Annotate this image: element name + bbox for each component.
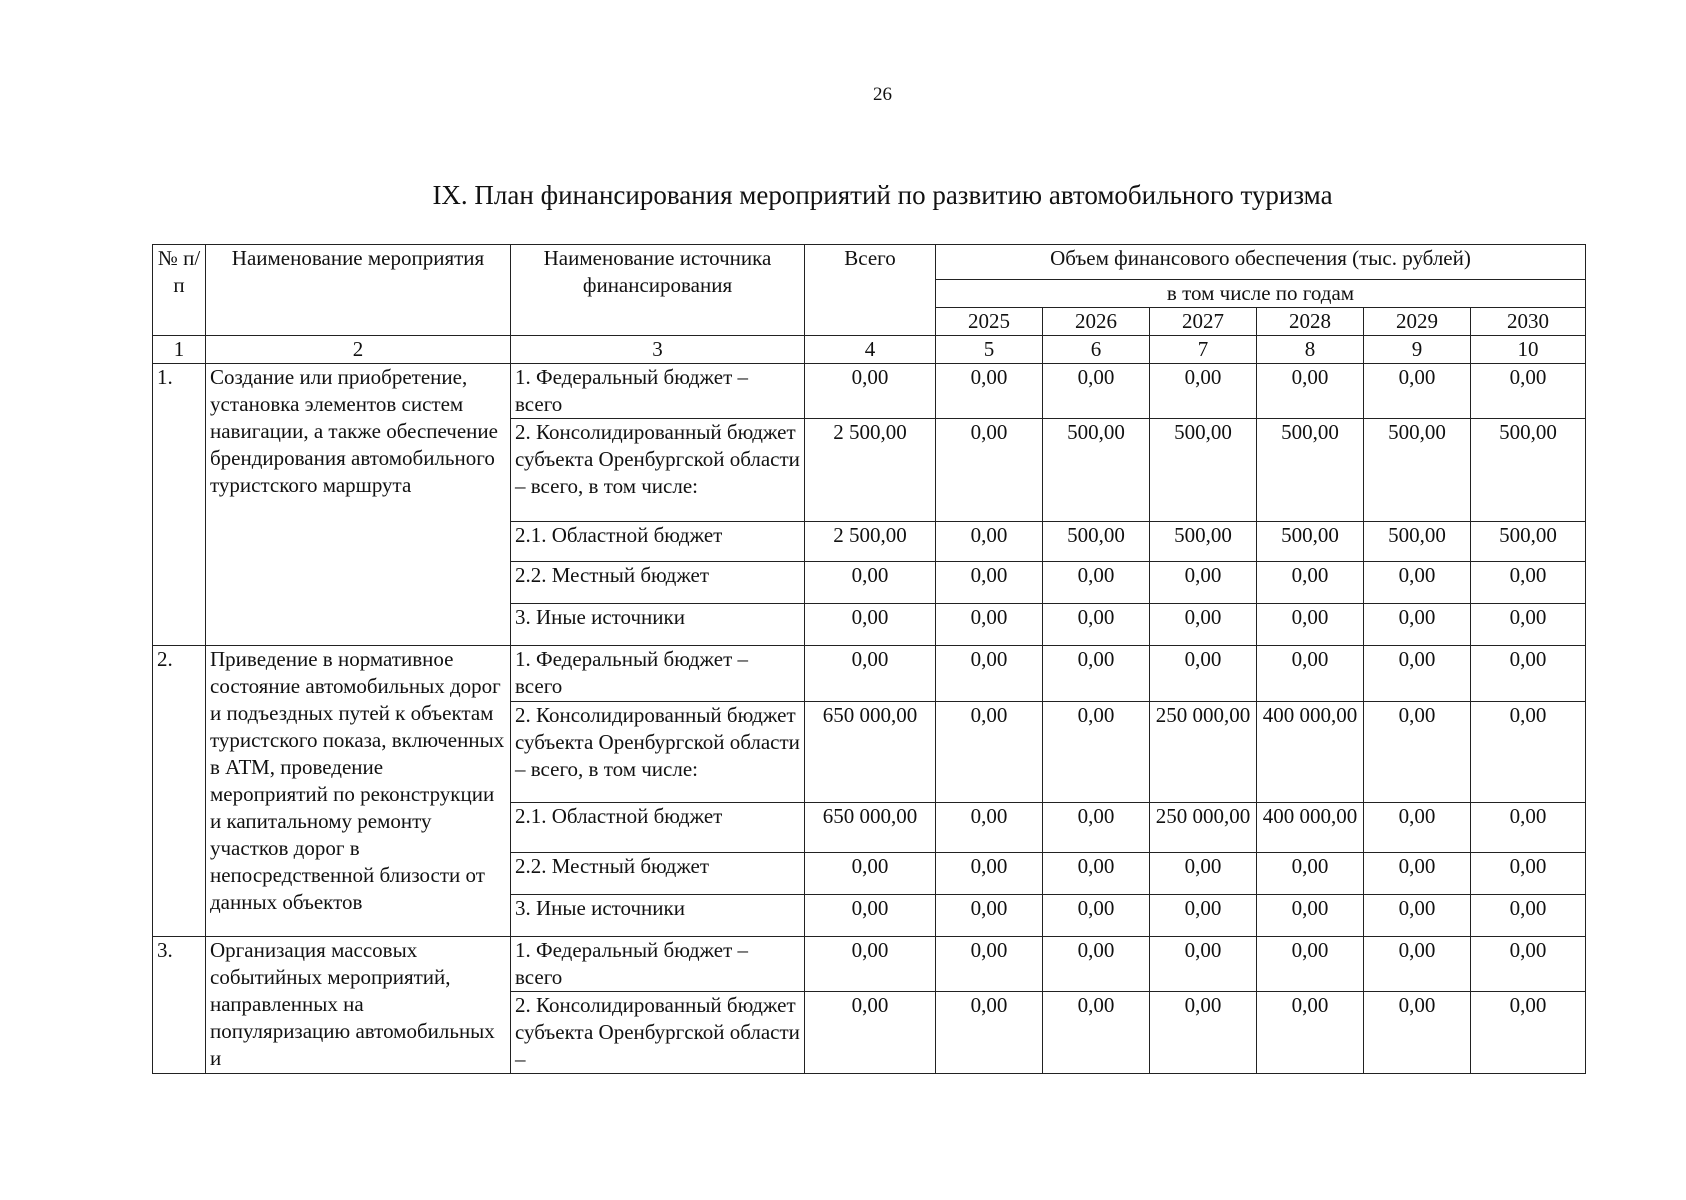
funding-source: 1. Федеральный бюджет – всего (511, 646, 805, 702)
total-value: 0,00 (805, 992, 936, 1074)
year-value: 0,00 (1150, 895, 1257, 937)
column-number: 8 (1257, 336, 1364, 364)
year-value: 500,00 (1471, 419, 1586, 522)
year-value: 0,00 (1150, 562, 1257, 604)
funding-source: 2.1. Областной бюджет (511, 522, 805, 562)
year-value: 0,00 (1257, 604, 1364, 646)
total-value: 2 500,00 (805, 419, 936, 522)
year-value: 0,00 (1257, 646, 1364, 702)
year-value: 0,00 (1471, 937, 1586, 992)
total-value: 0,00 (805, 853, 936, 895)
total-value: 0,00 (805, 937, 936, 992)
year-value: 0,00 (1257, 895, 1364, 937)
year-value: 500,00 (1043, 522, 1150, 562)
year-value: 0,00 (936, 604, 1043, 646)
year-value: 0,00 (1471, 992, 1586, 1074)
year-value: 0,00 (936, 646, 1043, 702)
column-number: 6 (1043, 336, 1150, 364)
header-year: 2030 (1471, 308, 1586, 336)
column-numbers-row (153, 336, 1586, 364)
year-value: 0,00 (1364, 364, 1471, 419)
year-value: 500,00 (1471, 522, 1586, 562)
year-value: 0,00 (1364, 646, 1471, 702)
total-value: 0,00 (805, 604, 936, 646)
header-year: 2026 (1043, 308, 1150, 336)
year-value: 500,00 (1150, 419, 1257, 522)
year-value: 0,00 (1043, 604, 1150, 646)
year-value: 0,00 (1043, 937, 1150, 992)
table-body (153, 364, 1586, 1074)
year-value: 0,00 (1043, 562, 1150, 604)
year-value: 0,00 (1257, 853, 1364, 895)
year-value: 0,00 (1043, 803, 1150, 853)
column-number: 5 (936, 336, 1043, 364)
year-value: 0,00 (1150, 364, 1257, 419)
year-value: 0,00 (1150, 992, 1257, 1074)
year-value: 0,00 (1043, 702, 1150, 803)
row-number: 2. (153, 646, 206, 937)
funding-source: 1. Федеральный бюджет – всего (511, 364, 805, 419)
year-value: 0,00 (1471, 364, 1586, 419)
year-value: 0,00 (1150, 646, 1257, 702)
total-value: 650 000,00 (805, 803, 936, 853)
year-value: 500,00 (1150, 522, 1257, 562)
header-total: Всего (805, 245, 936, 336)
year-value: 0,00 (1364, 803, 1471, 853)
year-value: 0,00 (1150, 604, 1257, 646)
year-value: 0,00 (1257, 992, 1364, 1074)
header-year: 2027 (1150, 308, 1257, 336)
year-value: 0,00 (1364, 937, 1471, 992)
column-number: 4 (805, 336, 936, 364)
funding-source: 2.2. Местный бюджет (511, 562, 805, 604)
year-value: 0,00 (1043, 853, 1150, 895)
header-volume: Объем финансового обеспечения (тыс. рублей) (936, 245, 1586, 280)
table-row (153, 364, 1586, 419)
year-value: 0,00 (1150, 853, 1257, 895)
year-value: 500,00 (1257, 522, 1364, 562)
year-value: 250 000,00 (1150, 702, 1257, 803)
year-value: 0,00 (936, 364, 1043, 419)
year-value: 500,00 (1257, 419, 1364, 522)
event-name: Создание или приобретение, установка элементов систем навигации, а также обеспечение брендирования автомобильного туристского маршрута (206, 364, 511, 646)
year-value: 0,00 (1257, 364, 1364, 419)
funding-source: 2. Консолидированный бюджет субъекта Оренбургской области – (511, 992, 805, 1074)
funding-source: 1. Федеральный бюджет – всего (511, 937, 805, 992)
year-value: 0,00 (1364, 992, 1471, 1074)
event-name: Приведение в нормативное состояние автомобильных дорог и подъездных путей к объектам туристского показа, включенных в АТМ, проведение мероприятий по реконструкции и капитальному ремонту участков дорог в непосредственной близости от данных объектов (206, 646, 511, 937)
row-number: 3. (153, 937, 206, 1074)
year-value: 0,00 (936, 992, 1043, 1074)
column-number: 1 (153, 336, 206, 364)
header-year: 2028 (1257, 308, 1364, 336)
column-number: 2 (206, 336, 511, 364)
header-source-name: Наименование источника финансирования (511, 245, 805, 336)
table-row (153, 937, 1586, 992)
year-value: 0,00 (1364, 895, 1471, 937)
page-number: 26 (873, 84, 892, 105)
total-value: 0,00 (805, 895, 936, 937)
year-value: 0,00 (1364, 853, 1471, 895)
header-year: 2029 (1364, 308, 1471, 336)
row-number: 1. (153, 364, 206, 646)
year-value: 0,00 (936, 562, 1043, 604)
total-value: 2 500,00 (805, 522, 936, 562)
header-year: 2025 (936, 308, 1043, 336)
year-value: 0,00 (1043, 895, 1150, 937)
year-value: 0,00 (936, 522, 1043, 562)
year-value: 0,00 (1471, 853, 1586, 895)
year-value: 0,00 (936, 803, 1043, 853)
year-value: 0,00 (1364, 562, 1471, 604)
year-value: 0,00 (936, 419, 1043, 522)
year-value: 0,00 (936, 702, 1043, 803)
year-value: 400 000,00 (1257, 803, 1364, 853)
year-value: 0,00 (1257, 937, 1364, 992)
header-no: № п/п (153, 245, 206, 336)
year-value: 500,00 (1364, 419, 1471, 522)
table-row (153, 646, 1586, 702)
year-value: 0,00 (1150, 937, 1257, 992)
header-event-name: Наименование мероприятия (206, 245, 511, 336)
year-value: 0,00 (1471, 562, 1586, 604)
table-header (153, 245, 1586, 364)
event-name: Организация массовых событийных мероприятий, направленных на популяризацию автомобильных и (206, 937, 511, 1074)
year-value: 500,00 (1043, 419, 1150, 522)
year-value: 0,00 (1471, 604, 1586, 646)
year-value: 0,00 (936, 895, 1043, 937)
total-value: 0,00 (805, 646, 936, 702)
year-value: 0,00 (1364, 604, 1471, 646)
year-value: 250 000,00 (1150, 803, 1257, 853)
header-by-years: в том числе по годам (936, 280, 1586, 308)
funding-source: 3. Иные источники (511, 604, 805, 646)
year-value: 0,00 (936, 853, 1043, 895)
page-title: IX. План финансирования мероприятий по развитию автомобильного туризма (432, 180, 1333, 210)
total-value: 0,00 (805, 364, 936, 419)
year-value: 500,00 (1364, 522, 1471, 562)
year-value: 0,00 (1471, 803, 1586, 853)
total-value: 0,00 (805, 562, 936, 604)
year-value: 0,00 (1364, 702, 1471, 803)
year-value: 0,00 (936, 937, 1043, 992)
funding-source: 2.2. Местный бюджет (511, 853, 805, 895)
year-value: 0,00 (1471, 702, 1586, 803)
funding-source: 3. Иные источники (511, 895, 805, 937)
financing-table (152, 244, 1586, 1074)
year-value: 400 000,00 (1257, 702, 1364, 803)
funding-source: 2. Консолидированный бюджет субъекта Оренбургской области – всего, в том числе: (511, 702, 805, 803)
year-value: 0,00 (1471, 646, 1586, 702)
year-value: 0,00 (1043, 992, 1150, 1074)
year-value: 0,00 (1471, 895, 1586, 937)
column-number: 7 (1150, 336, 1257, 364)
year-value: 0,00 (1043, 646, 1150, 702)
column-number: 3 (511, 336, 805, 364)
year-value: 0,00 (1257, 562, 1364, 604)
funding-source: 2.1. Областной бюджет (511, 803, 805, 853)
column-number: 9 (1364, 336, 1471, 364)
funding-source: 2. Консолидированный бюджет субъекта Оренбургской области – всего, в том числе: (511, 419, 805, 522)
column-number: 10 (1471, 336, 1586, 364)
year-value: 0,00 (1043, 364, 1150, 419)
total-value: 650 000,00 (805, 702, 936, 803)
